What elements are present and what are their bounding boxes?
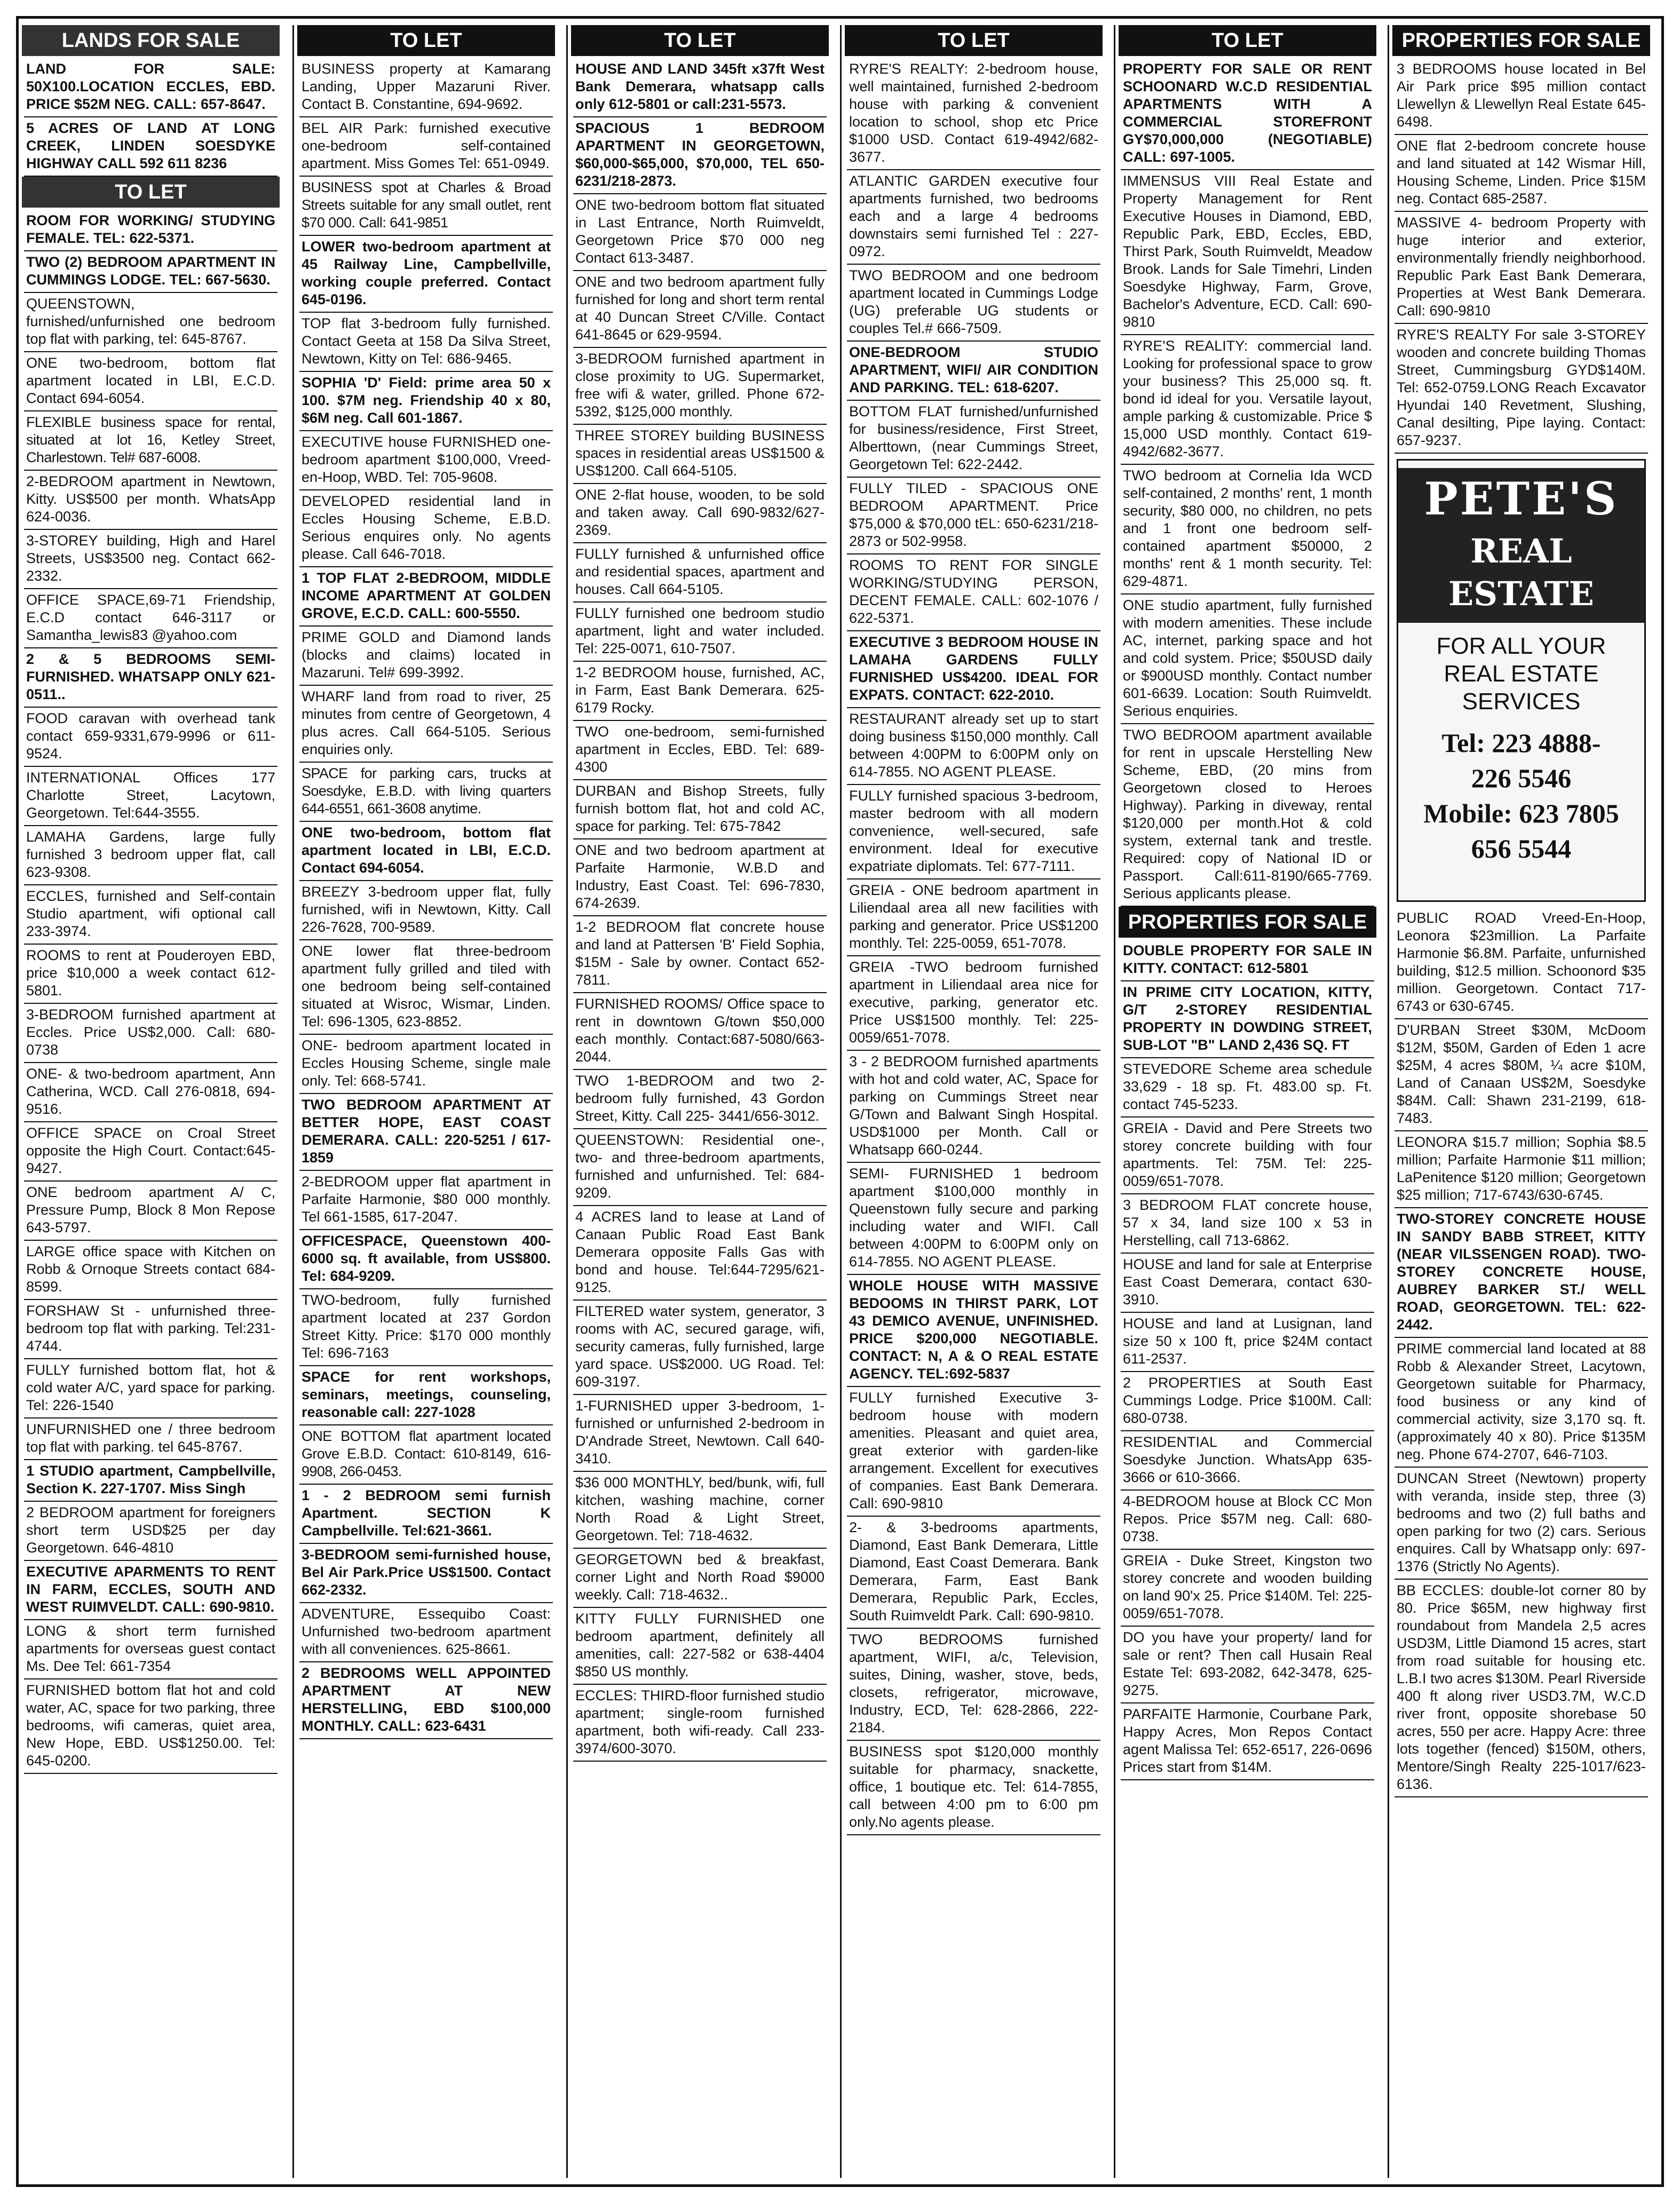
classified-ad: UNFURNISHED one / three bedroom top flat with parking. tel 645-8767. xyxy=(24,1419,278,1460)
classified-ad: 1 TOP FLAT 2-BEDROOM, MIDDLE INCOME APARTMENT AT GOLDEN GROVE, E.C.D. CALL: 600-5550. xyxy=(299,567,553,627)
classified-ad: GREIA -TWO bedroom furnished apartment in Liliendaal area nice for executive, parking, generator etc. Price US$1500 monthly. Tel: 225-0059/651-7078. xyxy=(847,956,1100,1051)
classified-ad: BREEZY 3-bedroom upper flat, fully furnished, wifi in Newtown, Kitty. Call 226-7628, 700-9589. xyxy=(299,881,553,940)
classified-ad: HOUSE AND LAND 345ft x37ft West Bank Demerara, whatsapp calls only 612-5801 or call:231-5573. xyxy=(573,58,827,117)
classified-ad: GREIA - Duke Street, Kingston two storey concrete and wooden building on land 90'x 25. Price $140M. Tel: 225-0059/651-7078. xyxy=(1121,1550,1374,1627)
classified-ad: 3-BEDROOM semi-furnished house, Bel Air Park.Price US$1500. Contact 662-2332. xyxy=(299,1544,553,1603)
column-1 xyxy=(19,25,283,2178)
classified-ad: FULLY furnished one bedroom studio apartment, light and water included. Tel: 225-0071, 610-7507. xyxy=(573,603,827,662)
section-header: TO LET xyxy=(845,25,1103,56)
classified-ad: DOUBLE PROPERTY FOR SALE IN KITTY. CONTACT: 612-5801 xyxy=(1121,940,1374,981)
classified-ad: OFFICE SPACE on Croal Street opposite the High Court. Contact:645-9427. xyxy=(24,1122,278,1182)
classified-ad: RESIDENTIAL and Commercial Soesdyke Junction. WhatsApp 635-3666 or 610-3666. xyxy=(1121,1431,1374,1491)
classified-ad: 2-BEDROOM apartment in Newtown, Kitty. US$500 per month. WhatsApp 624-0036. xyxy=(24,471,278,530)
section-header: TO LET xyxy=(297,25,555,56)
classified-ad: ONE two-bedroom bottom flat situated in Last Entrance, North Ruimveldt, Georgetown Price $70 000 neg Contact 613-3487. xyxy=(573,194,827,271)
classified-ad: DUNCAN Street (Newtown) property with veranda, inside step, three (3) bedrooms and two (2) full baths and open parking for two (2) cars. Serious enquires. Call by Whatsapp only: 697-1376 (Strictly No Agents). xyxy=(1394,1468,1648,1580)
classified-ad: 3 BEDROOMS house located in Bel Air Park price $95 million contact Llewellyn & Llewellyn Real Estate 645-6498. xyxy=(1394,58,1648,135)
classified-ad: OFFICE SPACE,69-71 Friendship, E.C.D contact 646-3117 or Samantha_lewis83 @yahoo.com xyxy=(24,589,278,648)
classified-ad: 5 ACRES OF LAND AT LONG CREEK, LINDEN SOESDYKE HIGHWAY CALL 592 611 8236 xyxy=(24,117,278,177)
classified-ad: 1-FURNISHED upper 3-bedroom, 1-furnished or unfurnished 2-bedroom in D'Andrade Street, Newtown. Call 640-3410. xyxy=(573,1395,827,1472)
classified-ad: ONE and two bedroom apartment at Parfaite Harmonie, W.B.D and Industry, East Coast. Tel: 696-7830, 674-2639. xyxy=(573,839,827,916)
classified-ad: FILTERED water system, generator, 3 rooms with AC, secured garage, wifi, security cameras, fully furnished, large yard space. US$2000. UG Road. Tel: 609-3197. xyxy=(573,1301,827,1395)
classified-ad: TWO BEDROOM APARTMENT AT BETTER HOPE, EAST COAST DEMERARA. CALL: 220-5251 / 617-1859 xyxy=(299,1094,553,1171)
classified-ad: ONE- bedroom apartment located in Eccles Housing Scheme, single male only. Tel: 668-5741. xyxy=(299,1035,553,1094)
classified-ad: FURNISHED ROOMS/ Office space to rent in downtown G/town $50,000 each monthly. Contact:687-5080/663-2044. xyxy=(573,993,827,1070)
logo-tel2: 226 5546 xyxy=(1471,763,1572,793)
classified-ad: INTERNATIONAL Offices 177 Charlotte Street, Lacytown, Georgetown. Tel:644-3555. xyxy=(24,767,278,826)
classified-ad: 1-2 BEDROOM house, furnished, AC, in Farm, East Bank Demerara. 625-6179 Rocky. xyxy=(573,662,827,721)
classified-ad: PARFAITE Harmonie, Courbane Park, Happy Acres, Mon Repos Contact agent Malissa Tel: 652-6517, 226-0696 Prices start from $14M. xyxy=(1121,1703,1374,1780)
classified-ad: 1 STUDIO apartment, Campbellville, Section K. 227-1707. Miss Singh xyxy=(24,1460,278,1502)
classified-ad: KITTY FULLY FURNISHED one bedroom apartment, definitely all amenities, call: 227-582 or 638-4404 $850 US monthly. xyxy=(573,1608,827,1685)
classified-ad: TWO 1-BEDROOM and two 2-bedroom fully furnished, 43 Gordon Street, Kitty. Call 225- 3441/656-3012. xyxy=(573,1070,827,1129)
classified-ad: TWO BEDROOM apartment available for rent in upscale Herstelling New Scheme, EBD, (20 mins from Georgetown closed to Heroes Highway). Parking in diveway, rental $120,000 per month.Hot & cold system, external tank and trestle. Required: copy of National ID or Passport. Call:611-8190/665-7769. Serious applicants please. xyxy=(1121,724,1374,907)
classified-ad: GREIA - David and Pere Streets two storey concrete building with four apartments. Tel: 75M. Tel: 225-0059/651-7078. xyxy=(1121,1118,1374,1194)
logo-brand2: REAL ESTATE xyxy=(1398,530,1644,623)
section-header: LANDS FOR SALE xyxy=(22,25,280,56)
classified-ad: OFFICESPACE, Queenstown 400-6000 sq. ft available, from US$800. Tel: 684-9209. xyxy=(299,1230,553,1289)
column-6 xyxy=(1388,25,1653,2178)
classified-ad: BUSINESS property at Kamarang Landing, Upper Mazaruni River. Contact B. Constantine, 694-9692. xyxy=(299,58,553,117)
classified-ad: PRIME GOLD and Diamond lands (blocks and claims) located in Mazaruni. Tel# 699-3992. xyxy=(299,627,553,686)
classified-ad: 1-2 BEDROOM flat concrete house and land at Pattersen 'B' Field Sophia, $15M - Sale by owner. Contact 652-7811. xyxy=(573,916,827,993)
classified-ad: TWO (2) BEDROOM APARTMENT IN CUMMINGS LODGE. TEL: 667-5630. xyxy=(24,251,278,293)
classified-ad: TWO one-bedroom, semi-furnished apartment in Eccles, EBD. Tel: 689-4300 xyxy=(573,721,827,780)
classified-ad: PROPERTY FOR SALE OR RENT SCHOONARD W.C.D RESIDENTIAL APARTMENTS WITH A COMMERCIAL STOREFRONT GY$70,000,000 (NEGOTIABLE) CALL: 697-1005. xyxy=(1121,58,1374,170)
column-4 xyxy=(840,25,1106,2178)
classified-ad: ROOMS to rent at Pouderoyen EBD, price $10,000 a week contact 612-5801. xyxy=(24,945,278,1004)
classifieds-page xyxy=(16,16,1664,2187)
classified-ad: FORSHAW St - unfurnished three-bedroom top flat with parking. Tel:231-4744. xyxy=(24,1300,278,1359)
classified-ad: SOPHIA 'D' Field: prime area 50 x 100. $7M neg. Friendship 40 x 80, $6M neg. Call 601-1867. xyxy=(299,372,553,431)
classified-ad: TWO-bedroom, fully furnished apartment located at 237 Gordon Street Kitty. Price: $170 000 monthly Tel: 696-7163 xyxy=(299,1289,553,1366)
classified-ad: LOWER two-bedroom apartment at 45 Railway Line, Campbellville, working couple preferred. Contact 645-0196. xyxy=(299,236,553,313)
classified-ad: 2 & 5 BEDROOMS SEMI-FURNISHED. WHATSAPP ONLY 621-0511.. xyxy=(24,648,278,708)
classified-ad: ONE flat 2-bedroom concrete house and land situated at 142 Wismar Hill, Housing Scheme, Linden. Price $15M neg. Contact 685-2587. xyxy=(1394,135,1648,212)
classified-ad: LAMAHA Gardens, large fully furnished 3 bedroom upper flat, call 623-9308. xyxy=(24,826,278,885)
classified-ad: ONE-BEDROOM STUDIO APARTMENT, WIFI/ AIR CONDITION AND PARKING. TEL: 618-6207. xyxy=(847,342,1100,401)
classified-ad: ONE two-bedroom, bottom flat apartment located in LBI, E.C.D. Contact 694-6054. xyxy=(24,352,278,411)
classified-ad: QUEENSTOWN, furnished/unfurnished one bedroom top flat with parking, tel: 645-8767. xyxy=(24,293,278,352)
classified-ad: RYRE'S REALTY For sale 3-STOREY wooden and concrete building Thomas Street, Cummingsburg GYD$140M. Tel: 652-0759.LONG Reach Excavator Hyundai 140 Revetment, Slushing, Canal desilting, Pipe laying. Contact: 657-9237. xyxy=(1394,324,1648,454)
petes-real-estate-logo xyxy=(1397,459,1646,902)
classified-ad: 3 BEDROOM FLAT concrete house, 57 x 34, land size 100 x 53 in Herstelling, call 713-6862. xyxy=(1121,1194,1374,1254)
classified-ad: LEONORA $15.7 million; Sophia $8.5 million; Parfaite Harmonie $11 million; LaPenitence $120 million; Georgetown $25 million; 717-6743/630-6745. xyxy=(1394,1131,1648,1208)
classified-ad: IMMENSUS VIII Real Estate and Property Management for Rent Executive Houses in Diamond, EBD, Republic Park, EBD, Eccles, EBD, Thirst Park, South Ruimveldt, Meadow Brook. Lands for Sale Timehri, Linden Soesdyke Highway, Farm, Grove, Bachelor's Adventure, ECD. Call: 690-9810 xyxy=(1121,170,1374,335)
classified-ad: 3-BEDROOM furnished apartment at Eccles. Price US$2,000. Call: 680-0738 xyxy=(24,1004,278,1063)
classified-ad: SPACIOUS 1 BEDROOM APARTMENT IN GEORGETOWN, $60,000-$65,000, $70,000, TEL 650-6231/218-2873. xyxy=(573,117,827,194)
section-header: TO LET xyxy=(571,25,829,56)
classified-ad: 2-BEDROOM upper flat apartment in Parfaite Harmonie, $80 000 monthly. Tel 661-1585, 617-2047. xyxy=(299,1171,553,1230)
classified-ad: LONG & short term furnished apartments for overseas guest contact Ms. Dee Tel: 661-7354 xyxy=(24,1620,278,1679)
classified-ad: BUSINESS spot at Charles & Broad Streets suitable for any small outlet, rent $70 000. Call: 641-9851 xyxy=(299,177,553,236)
classified-ad: ONE studio apartment, fully furnished with modern amenities. These include AC, internet, parking space and hot and cold system. Price; $50USD daily or $900USD monthly. Contact number 601-6639. Location: South Ruimveldt. Serious enquiries. xyxy=(1121,595,1374,724)
classified-ad: TWO BEDROOMS furnished apartment, WIFI, a/c, Television, suites, Dining, washer, stove, beds, closets, refrigerator, microwave, Industry, ECD, Tel: 628-2866, 222-2184. xyxy=(847,1629,1100,1741)
classified-ad: RYRE'S REALTY: 2-bedroom house, well maintained, furnished 2-bedroom house with parking & convenient location to school, shop etc Price $1000 USD. Contact 619-4942/682-3677. xyxy=(847,58,1100,170)
classified-ad: HOUSE and land at Lusignan, land size 50 x 100 ft, price $24M contact 611-2537. xyxy=(1121,1313,1374,1372)
logo-mobile: Mobile: 623 7805 xyxy=(1423,798,1619,828)
section-header: PROPERTIES FOR SALE xyxy=(1392,25,1650,56)
classified-ad: PUBLIC ROAD Vreed-En-Hoop, Leonora $23million. La Parfaite Harmonie $6.8M. Parfaite, unfurnished building, $12.5 million. Schoonord $35 million. Georgetown. Contact 717-6743 or 630-6745. xyxy=(1394,907,1648,1019)
logo-brand: PETE'S xyxy=(1398,468,1644,530)
classified-ad: BEL AIR Park: furnished executive one-bedroom self-contained apartment. Miss Gomes Tel: 651-0949. xyxy=(299,117,553,177)
classified-ad: HOUSE and land for sale at Enterprise East Coast Demerara, contact 630-3910. xyxy=(1121,1254,1374,1313)
classified-ad: FLEXIBLE business space for rental, situated at lot 16, Ketley Street, Charlestown. Tel# 687-6008. xyxy=(24,411,278,471)
classified-ad: 3-STOREY building, High and Harel Streets, US$3500 neg. Contact 662-2332. xyxy=(24,530,278,589)
classified-ad: TOP flat 3-bedroom fully furnished. Contact Geeta at 158 Da Silva Street, Newtown, Kitty on Tel: 686-9465. xyxy=(299,313,553,372)
classified-ad: EXECUTIVE APARMENTS TO RENT IN FARM, ECCLES, SOUTH AND WEST RUIMVELDT. CALL: 690-9810. xyxy=(24,1561,278,1620)
classified-ad: ONE lower flat three-bedroom apartment fully grilled and tiled with one bedroom being self-contained situated at Wisroc, Wismar, Linden. Tel: 696-1305, 623-8852. xyxy=(299,940,553,1035)
classified-ad: TWO bedroom at Cornelia Ida WCD self-contained, 2 months' rent, 1 month security, $80 000, no children, no pets and 1 front one bedroom self-contained apartment $50000, 2 months' rent & 1 month security. Tel: 629-4871. xyxy=(1121,465,1374,595)
classified-ad: ONE and two bedroom apartment fully furnished for long and short term rental at 40 Duncan Street C/Ville. Contact 641-8645 or 629-9594. xyxy=(573,271,827,348)
classified-ad: IN PRIME CITY LOCATION, KITTY, G/T 2-STOREY RESIDENTIAL PROPERTY IN DOWDING STREET, SUB-LOT "B" LAND 2,436 SQ. FT xyxy=(1121,981,1374,1058)
classified-ad: RESTAURANT already set up to start doing business $150,000 monthly. Call between 4:00PM to 6:00PM only on 614-7855. NO AGENT PLEASE. xyxy=(847,708,1100,785)
section-header: TO LET xyxy=(22,177,280,208)
classified-ad: BOTTOM FLAT furnished/unfurnished for business/residence, First Street, Alberttown, (near Cummings Street, Georgetown Tel: 622-2442. xyxy=(847,401,1100,478)
column-2 xyxy=(292,25,558,2178)
classified-ad: ONE bedroom apartment A/ C, Pressure Pump, Block 8 Mon Repose 643-5797. xyxy=(24,1182,278,1241)
classified-ad: SEMI- FURNISHED 1 bedroom apartment $100,000 monthly in Queenstown fully secure and parking including water and WIFI. Call between 4:00PM to 6:00PM only on 614-7855. NO AGENT PLEASE. xyxy=(847,1163,1100,1275)
logo-tel: Tel: 223 4888- xyxy=(1441,728,1601,758)
column-5 xyxy=(1114,25,1380,2178)
column-3 xyxy=(566,25,832,2178)
classified-ad: 2 BEDROOM apartment for foreigners short term USD$25 per day Georgetown. 646-4810 xyxy=(24,1502,278,1561)
classified-ad: 4 ACRES land to lease at Land of Canaan Public Road East Bank Demerara opposite Falls Gas with bond and house. Tel:644-7295/621-9125. xyxy=(573,1206,827,1301)
classified-ad: TWO-STOREY CONCRETE HOUSE IN SANDY BABB STREET, KITTY (NEAR VILSSENGEN ROAD). TWO-STOREY CONCRETE HOUSE, AUBREY BARKER ST./ WELL ROAD, GEORGETOWN. TEL: 622-2442. xyxy=(1394,1208,1648,1338)
classified-ad: ONE 2-flat house, wooden, to be sold and taken away. Call 690-9832/627-2369. xyxy=(573,484,827,543)
classified-ad: FULLY TILED - SPACIOUS ONE BEDROOM APARTMENT. Price $75,000 & $70,000 tEL: 650-6231/218-2873 or 502-9958. xyxy=(847,478,1100,554)
classified-ad: ATLANTIC GARDEN executive four apartments furnished, two bedrooms each and a large 4 bedrooms downstairs semi furnished Tel : 227-0972. xyxy=(847,170,1100,265)
classified-ad: 3-BEDROOM furnished apartment in close proximity to UG. Supermarket, free wifi & water, grilled. Phone 672-5392, $125,000 monthly. xyxy=(573,348,827,425)
classified-ad: PRIME commercial land located at 88 Robb & Alexander Street, Lacytown, Georgetown suitable for Pharmacy, food business or any kind of commercial activity, size 3,170 sq. ft. (approximately 40 x 80). Price $135M neg. Phone 674-2707, 646-7103. xyxy=(1394,1338,1648,1468)
classified-ad: DO you have your property/ land for sale or rent? Then call Husain Real Estate Tel: 693-2082, 642-3478, 625-9275. xyxy=(1121,1627,1374,1703)
classified-ad: GREIA - ONE bedroom apartment in Liliendaal area all new facilities with parking and generator. Price US$1200 monthly. Tel: 225-0059, 651-7078. xyxy=(847,879,1100,956)
classified-ad: FULLY furnished bottom flat, hot & cold water A/C, yard space for parking. Tel: 226-1540 xyxy=(24,1359,278,1419)
classified-ad: FURNISHED bottom flat hot and cold water, AC, space for two parking, three bedrooms, wifi cameras, quiet area, New Hope, EBD. US$1250.00. Tel: 645-0200. xyxy=(24,1679,278,1774)
classified-ad: 4-BEDROOM house at Block CC Mon Repos. Price $57M neg. Call: 680-0738. xyxy=(1121,1491,1374,1550)
classified-ad: MASSIVE 4- bedroom Property with huge interior and exterior, environmentally friendly neighborhood. Republic Park East Bank Demerara, Properties at West Bank Demerara. Call: 690-9810 xyxy=(1394,212,1648,324)
classified-ad: 2- & 3-bedrooms apartments, Diamond, East Bank Demerara, Little Diamond, East Coast Demerara. Bank Demerara, Farm, East Bank Demerara, Republic Park, Eccles, South Ruimveldt Park. Call: 690-9810. xyxy=(847,1517,1100,1629)
classified-ad: THREE STOREY building BUSINESS spaces in residential areas US$1500 & US$1200. Call 664-5105. xyxy=(573,425,827,484)
classified-ad: GEORGETOWN bed & breakfast, corner Light and North Road $9000 weekly. Call: 718-4632.. xyxy=(573,1549,827,1608)
classified-ad: FULLY furnished & unfurnished office and residential spaces, apartment and houses. Call 664-5105. xyxy=(573,543,827,603)
classified-ad: 2 BEDROOMS WELL APPOINTED APARTMENT AT NEW HERSTELLING, EBD $100,000 MONTHLY. CALL: 623-6431 xyxy=(299,1662,553,1739)
classified-ad: LARGE office space with Kitchen on Robb & Ornoque Streets contact 684-8599. xyxy=(24,1241,278,1300)
classified-ad: QUEENSTOWN: Residential one-, two- and three-bedroom apartments, furnished and unfurnished. Tel: 684-9209. xyxy=(573,1129,827,1206)
classified-ad: ROOMS TO RENT FOR SINGLE WORKING/STUDYING PERSON, DECENT FEMALE. CALL: 602-1076 / 622-5371. xyxy=(847,554,1100,631)
classified-ad: EXECUTIVE 3 BEDROOM HOUSE IN LAMAHA GARDENS FULLY FURNISHED US$4200. IDEAL FOR EXPATS. CONTACT: 622-2010. xyxy=(847,631,1100,708)
section-header: PROPERTIES FOR SALE xyxy=(1119,907,1376,938)
classified-ad: BB ECCLES: double-lot corner 80 by 80. Price $65M, new highway first roundabout from Mandela 2,5 acres USD3M, Little Diamond 15 acres, start from road suitable for housing etc. L.B.I two acres $130M. Pearl Riverside 400 ft along river USD3.7M, W.C.D river front, opposite shorebase 50 acres, 550 per acre. Happy Acre: three lots together (fenced) $150M, others, Mentore/Singh Realty 225-1017/623-6136. xyxy=(1394,1580,1648,1797)
classified-ad: ECCLES, furnished and Self-contain Studio apartment, wifi optional call 233-3974. xyxy=(24,885,278,945)
classified-ad: 2 PROPERTIES at South East Cummings Lodge. Price $100M. Call: 680-0738. xyxy=(1121,1372,1374,1431)
classified-ad: WHARF land from road to river, 25 minutes from centre of Georgetown, 4 plus acres. Call 664-5105. Serious enquiries only. xyxy=(299,686,553,763)
classified-ad: 1 - 2 BEDROOM semi furnish Apartment. SECTION K Campbellville. Tel:621-3661. xyxy=(299,1485,553,1544)
classified-ad: ONE- & two-bedroom apartment, Ann Catherina, WCD. Call 276-0818, 694-9516. xyxy=(24,1063,278,1122)
classified-ad: DURBAN and Bishop Streets, fully furnish bottom flat, hot and cold AC, space for parking. Tel: 675-7842 xyxy=(573,780,827,839)
classified-ad: ONE two-bedroom, bottom flat apartment located in LBI, E.C.D. Contact 694-6054. xyxy=(299,822,553,881)
classified-ad: ROOM FOR WORKING/ STUDYING FEMALE. TEL: 622-5371. xyxy=(24,210,278,251)
classified-ad: $36 000 MONTHLY, bed/bunk, wifi, full kitchen, washing machine, corner North Road & Light Street, Georgetown. Tel: 718-4632. xyxy=(573,1472,827,1549)
classified-ad: RYRE'S REALITY: commercial land. Looking for professional space to grow your business? This 25,000 sq. ft. bond id ideal for you. Versatile layout, ample parking & customizable. Price $ 15,000 USD monthly. Contact 619-4942/682-3677. xyxy=(1121,335,1374,465)
classified-ad: SPACE for rent workshops, seminars, meetings, counseling, reasonable call: 227-1028 xyxy=(299,1366,553,1425)
section-header: TO LET xyxy=(1119,25,1376,56)
classified-ad: DEVELOPED residential land in Eccles Housing Scheme, E.B.D. Serious enquires only. No agents please. Call 646-7018. xyxy=(299,490,553,567)
classified-ad: 3 - 2 BEDROOM furnished apartments with hot and cold water, AC, Space for parking on Cummings Street near G/Town and Balwant Singh Hospital. USD$1000 per Month. Call or Whatsapp 660-0244. xyxy=(847,1051,1100,1163)
classified-ad: FOOD caravan with overhead tank contact 659-9331,679-9996 or 611-9524. xyxy=(24,708,278,767)
classified-ad: ADVENTURE, Essequibo Coast: Unfurnished two-bedroom apartment with all conveniences. 625-8661. xyxy=(299,1603,553,1662)
logo-mobile2: 656 5544 xyxy=(1471,834,1572,863)
classified-ad: WHOLE HOUSE WITH MASSIVE BEDOOMS IN THIRST PARK, LOT 43 DEMICO AVENUE, UNFINISHED. PRICE $200,000 NEGOTIABLE. CONTACT: N, A & O REAL ESTATE AGENCY. TEL:692-5837 xyxy=(847,1275,1100,1387)
classified-ad: EXECUTIVE house FURNISHED one-bedroom apartment $100,000, Vreed-en-Hoop, WBD. Tel: 705-9608. xyxy=(299,431,553,490)
classified-ad: TWO BEDROOM and one bedroom apartment located in Cummings Lodge (UG) preferable UG students or couples Tel.# 666-7509. xyxy=(847,265,1100,342)
classified-ad: SPACE for parking cars, trucks at Soesdyke, E.B.D. with living quarters 644-6551, 661-3608 anytime. xyxy=(299,763,553,822)
classified-ad: FULLY furnished spacious 3-bedroom, master bedroom with all modern convenience, well-secured, safe environment. Ideal for executive expatriate diplomats. Tel: 677-7111. xyxy=(847,785,1100,879)
classified-ad: STEVEDORE Scheme area schedule 33,629 - 18 sp. Ft. 483.00 sp. Ft. contact 745-5233. xyxy=(1121,1058,1374,1118)
classified-ad: FULLY furnished Executive 3- bedroom house with modern amenities. Pleasant and quiet area, great exterior with garden-like arrangement. Excellent for executives of companies. East Bank Demerara. Call: 690-9810 xyxy=(847,1387,1100,1517)
classified-ad: D'URBAN Street $30M, McDoom $12M, $50M, Garden of Eden 1 acre $25M, 4 acres $80M, ¼ acre $10M, Land of Canaan US$2M, Soesdyke $84M. Call: Shawn 231-2199, 618-7483. xyxy=(1394,1019,1648,1131)
classified-ad: LAND FOR SALE: 50X100.LOCATION ECCLES, EBD. PRICE $52M NEG. CALL: 657-8647. xyxy=(24,58,278,117)
classified-ad: ONE BOTTOM flat apartment located Grove E.B.D. Contact: 610-8149, 616-9908, 266-0453. xyxy=(299,1425,553,1485)
classified-ad: BUSINESS spot $120,000 monthly suitable for pharmacy, snackette, office, 1 boutique etc. Tel: 614-7855, call between 4:00 pm to 6:00 pm only.No agents please. xyxy=(847,1741,1100,1835)
logo-tagline: FOR ALL YOUR REAL ESTATE SERVICES xyxy=(1436,633,1606,715)
classified-ad: ECCLES: THIRD-floor furnished studio apartment; single-room furnished apartment, both wifi-ready. Call 233-3974/600-3070. xyxy=(573,1685,827,1762)
